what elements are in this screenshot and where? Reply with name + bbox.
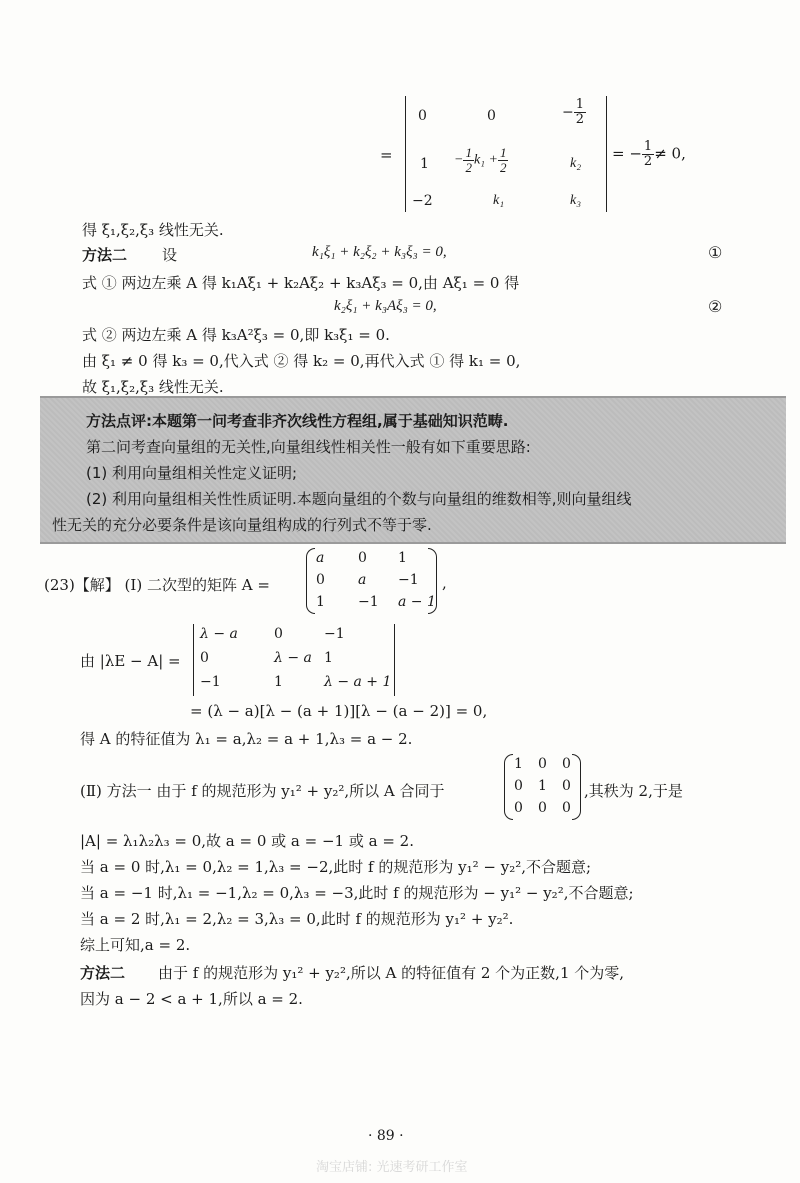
det-equals: = xyxy=(380,146,393,164)
matrix-cell: a xyxy=(358,572,367,588)
det-cell: 0 xyxy=(487,108,496,124)
matrix-cell: 0 xyxy=(514,778,523,794)
matrix-cell: 0 xyxy=(514,800,523,816)
text-line: 由 |λE − A| = xyxy=(80,652,181,670)
text-line: 综上可知,a = 2. xyxy=(80,936,191,954)
det-cell: k₂ xyxy=(570,156,582,171)
text-line: 由 ξ₁ ≠ 0 得 k₃ = 0,代入式 ② 得 k₂ = 0,再代入式 ① 得 k₁ = 0, xyxy=(82,352,521,370)
text-line: 设 xyxy=(162,246,178,264)
det-bar-right xyxy=(394,624,395,696)
matrix-cell: 0 xyxy=(562,756,571,772)
text-line: 当 a = 2 时,λ₁ = 2,λ₂ = 3,λ₃ = 0,此时 f 的规范形为 y₁² + y₂². xyxy=(80,910,514,928)
det-result: = − $\frac{1}{2}$ ≠ 0, xyxy=(612,139,686,169)
det-cell: −2 xyxy=(412,193,433,209)
comment-line: (2) 利用向量组相关性性质证明.本题向量组的个数与向量组的维数相等,则向量组线 xyxy=(86,490,632,508)
matrix-cell: λ − a xyxy=(200,626,238,642)
matrix-cell: 0 xyxy=(358,550,367,566)
matrix-identity-rank2 xyxy=(510,754,574,820)
text-line: 当 a = −1 时,λ₁ = −1,λ₂ = 0,λ₃ = −3,此时 f 的规范形为 − y₁² − y₂²,不合题意; xyxy=(80,884,634,902)
eq-marker: ② xyxy=(708,297,723,316)
matrix-cell: a xyxy=(316,550,325,566)
matrix-cell: 0 xyxy=(274,626,283,642)
comment-line: 第二问考查向量组的无关性,向量组线性相关性一般有如下重要思路: xyxy=(86,438,531,456)
matrix-cell: 1 xyxy=(514,756,523,772)
text-line: (Ⅱ) 方法一 由于 f 的规范形为 y₁² + y₂²,所以 A 合同于 xyxy=(80,782,445,800)
text-line: 故 ξ₁,ξ₂,ξ₃ 线性无关. xyxy=(82,378,224,396)
matrix-cell: 0 xyxy=(538,756,547,772)
comment-line: 方法点评:本题第一问考查非齐次线性方程组,属于基础知识范畴. xyxy=(86,412,509,430)
det-bar-left xyxy=(193,624,194,696)
page-number: · 89 · xyxy=(368,1128,404,1144)
text-line: 由于 f 的规范形为 y₁² + y₂²,所以 A 的特征值有 2 个为正数,1 个为零, xyxy=(158,964,625,982)
method-label: 方法二 xyxy=(82,246,128,264)
punct: , xyxy=(442,574,447,592)
eq-marker: ① xyxy=(708,243,723,262)
text-line: 得 A 的特征值为 λ₁ = a,λ₂ = a + 1,λ₃ = a − 2. xyxy=(80,730,413,748)
matrix-cell: 1 xyxy=(398,550,407,566)
matrix-cell: λ − a xyxy=(274,650,312,666)
matrix-cell: 1 xyxy=(324,650,333,666)
watermark: 淘宝店铺: 光速考研工作室 xyxy=(316,1160,468,1175)
matrix-cell: 0 xyxy=(562,800,571,816)
matrix-cell: 0 xyxy=(562,778,571,794)
det-lambdaE-minus-A xyxy=(196,624,392,696)
comment-line: 性无关的充分必要条件是该向量组构成的行列式不等于零. xyxy=(52,516,432,534)
text-line: 当 a = 0 时,λ₁ = 0,λ₂ = 1,λ₃ = −2,此时 f 的规范形为 y₁² − y₂²,不合题意; xyxy=(80,858,592,876)
text-line: |A| = λ₁λ₂λ₃ = 0,故 a = 0 或 a = −1 或 a = 2. xyxy=(80,832,414,850)
det-bar-left xyxy=(405,96,406,212)
equation: k₁ξ₁ + k₂ξ₂ + k₃ξ₃ = 0, xyxy=(312,244,447,260)
matrix-cell: −1 xyxy=(358,594,379,610)
matrix-cell: 0 xyxy=(538,800,547,816)
matrix-cell: 0 xyxy=(200,650,209,666)
text-line: 得 ξ₁,ξ₂,ξ₃ 线性无关. xyxy=(82,221,224,239)
method-comment-box xyxy=(40,396,786,544)
q23-heading: (23)【解】 (Ⅰ) 二次型的矩阵 A = xyxy=(44,576,270,594)
det-cell: − $\frac{1}{2}$ xyxy=(562,97,585,127)
matrix-A xyxy=(314,548,436,614)
det-cell: − $\frac{1}{2}$ k₁ + $\frac{1}{2}$ xyxy=(454,145,507,175)
det-cell: k₁ xyxy=(493,193,505,208)
matrix-cell: a − 1 xyxy=(398,594,436,610)
text-line: 式 ② 两边左乘 A 得 k₃A²ξ₃ = 0,即 k₃ξ₁ = 0. xyxy=(82,326,390,344)
matrix-cell: −1 xyxy=(398,572,419,588)
matrix-cell: λ − a + 1 xyxy=(324,674,392,690)
comment-line: (1) 利用向量组相关性定义证明; xyxy=(86,464,298,482)
matrix-cell: 1 xyxy=(316,594,325,610)
text-line: 因为 a − 2 < a + 1,所以 a = 2. xyxy=(80,990,303,1008)
matrix-cell: −1 xyxy=(200,674,221,690)
det-cell: 0 xyxy=(418,108,427,124)
method-label: 方法二 xyxy=(80,964,126,982)
det-bar-right xyxy=(606,96,607,212)
det-cell: k₃ xyxy=(570,193,582,208)
matrix-cell: 0 xyxy=(316,572,325,588)
equation: k₂ξ₁ + k₃Aξ₃ = 0, xyxy=(334,298,437,314)
equation: = (λ − a)[λ − (a + 1)][λ − (a − 2)] = 0, xyxy=(190,702,488,720)
matrix-cell: 1 xyxy=(538,778,547,794)
matrix-cell: 1 xyxy=(274,674,283,690)
matrix-cell: −1 xyxy=(324,626,345,642)
det-cell: 1 xyxy=(420,156,429,172)
text-line: 式 ① 两边左乘 A 得 k₁Aξ₁ + k₂Aξ₂ + k₃Aξ₃ = 0,由 Aξ₁ = 0 得 xyxy=(82,274,520,292)
text-line: ,其秩为 2,于是 xyxy=(584,782,683,800)
